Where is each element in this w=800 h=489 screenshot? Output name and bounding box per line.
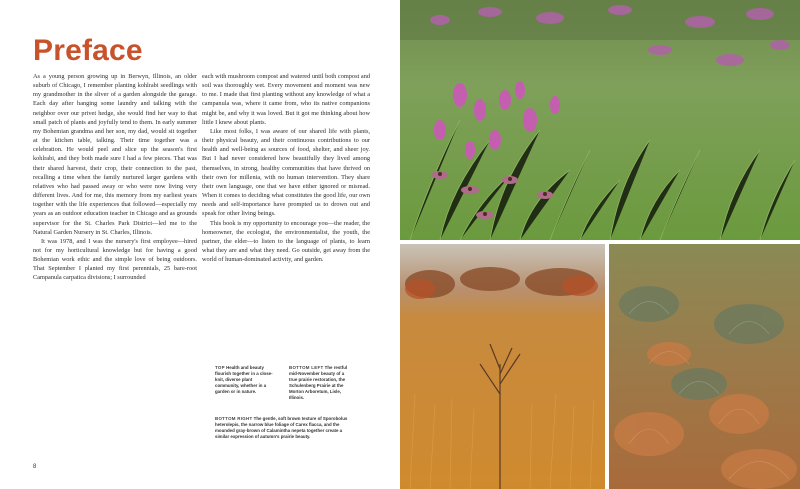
caption-label: BOTTOM LEFT bbox=[289, 365, 324, 370]
caption-bottom-right bbox=[215, 416, 349, 440]
caption-bottom-left bbox=[289, 365, 351, 401]
paragraph: As a young person growing up in Berwyn, Illinois, an older suburb of Chicago, I remember planting kohlrabi seedlings with my grandmother in the sliver of a garden alongside the garage. Each day after hanging some laundry and talking with the neighbor over our privet hedge, she would find her way to that small patch of plants and joyfully tend to them. In early summer my Bohemian grandma and her son, my dad, would sit together at the kitchen table, talking. Their time together was a celebration. He would peel and slice up the season's first kohlrabi, and they both made sure I had a few pieces. That was their shared harvest, their crop, their connection to the past, recalling a time when the family nurtured larger gardens with relatives who had passed away or who were now living very different lives. And for me, this memory from my earliest years together with the life experiences that followed—especially my years as an outdoor education teacher in Chicago and as grounds supervisor for the St. Charles Park District—led me to the Natural Garden Nursery in St. Charles, Illinois. bbox=[33, 73, 197, 236]
paragraph: Like most folks, I was aware of our shared life with plants, their physical beauty, and their continuous contributions to our health and well-being as sources of food, shelter, and sheer joy. But I had never considered how beautifully they lived among themselves, in strong, healthy communities that have thrived on their own for millenia, with no human intervention. They share their own language, one that we have either ignored or misread. When it comes to deciding what constitutes the good life, our own needs and self-importance have prompted us to drown out and speak for other living beings. bbox=[202, 127, 370, 218]
paragraph: each with mushroom compost and watered until both compost and soil was thoroughly wet. Every movement and moment was new to me. I made that first planting without any knowledge of what a campanula was, where it came from, who its native companions might be, and why it was loved. But it got me thinking about how little I knew about plants. bbox=[202, 73, 370, 126]
caption-top bbox=[215, 365, 275, 395]
caption-text: Health and beauty flourish together in a close-knit, diverse plant community, whether in a garden or in nature. bbox=[215, 365, 273, 394]
body-column-left bbox=[33, 72, 197, 283]
meadow-photo bbox=[400, 0, 800, 240]
caption-label: BOTTOM RIGHT bbox=[215, 416, 253, 421]
page-title: Preface bbox=[33, 34, 143, 67]
paragraph: This book is my opportunity to encourage you—the reader, the homeowner, the ecologist, the environmentalist, the youth, the partner, the elder—to listen to the language of plants, to learn what they are and what they need. Go outside, get away from the world of human-dominated activity, and garden. bbox=[202, 219, 370, 264]
caption-text: The gentle, soft brown texture of Sporobolus heterolepis, the narrow blue foliage of Carex flacca, and the mounded gray-brown of Calamintha nepeta together create a similar expression of autumn's prairie beauty. bbox=[215, 416, 348, 439]
caption-text: The restful mid-November beauty of a true prairie restoration, the Schulenberg Prairie at the Morton Arboretum, Lisle, Illinois. bbox=[289, 365, 348, 400]
caption-label: TOP bbox=[215, 365, 225, 370]
paragraph: It was 1978, and I was the nursery's first employee—hired not for my horticultural knowledge but for having a good Bohemian work ethic and the simple love of being outdoors. That September I planted my first perennials, 25 bare-root Campanula carpatica divisions; I surrounded bbox=[33, 237, 197, 282]
body-column-right bbox=[202, 72, 370, 264]
prairie-photo bbox=[400, 244, 605, 489]
grasses-photo bbox=[609, 244, 800, 489]
page-number: 8 bbox=[33, 464, 37, 470]
